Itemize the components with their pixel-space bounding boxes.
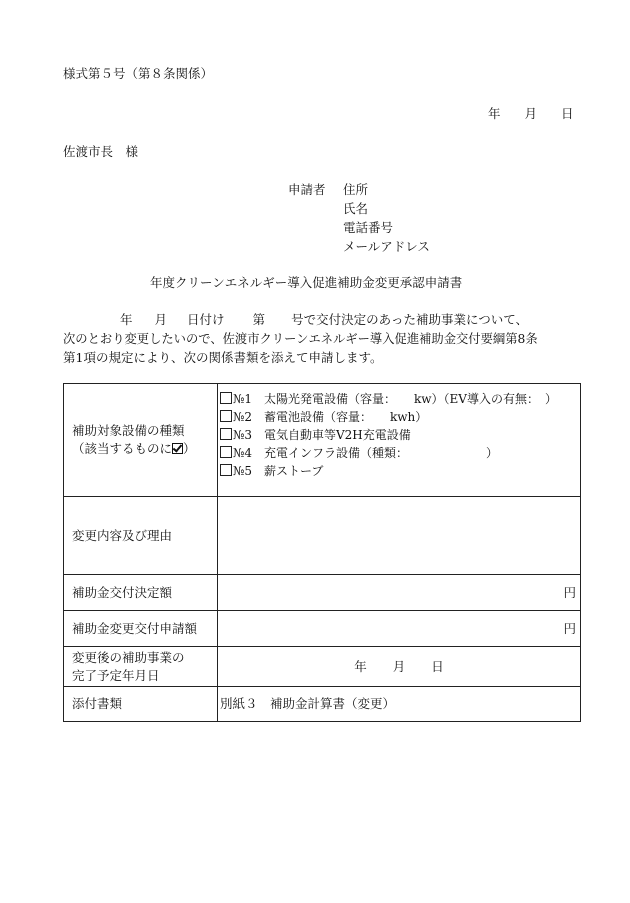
form-number: 様式第５号（第８条関係）: [63, 66, 214, 81]
body-line-3: 第1項の規定により、次の関係書類を添えて申請します。: [63, 350, 383, 365]
completion-date[interactable]: [218, 647, 581, 687]
request-unit: 円: [563, 620, 576, 636]
completion-year: 年: [354, 658, 367, 674]
attachment-label: 添付書類: [64, 687, 218, 722]
equipment-label: 補助対象設備の種類: [72, 423, 185, 438]
option-2[interactable]: №2 蓄電池設備（容量： kwh）: [220, 408, 576, 426]
date-day: 日: [561, 106, 574, 121]
body-line-2: 次のとおり変更したいので、佐渡市クリーンエネルギー導入促進補助金交付要綱第8条: [63, 332, 538, 346]
completion-label-1: 変更後の補助事業の: [72, 649, 185, 665]
option-4[interactable]: №4 充電インフラ設備（種類： ）: [220, 444, 576, 462]
application-table: [63, 383, 581, 722]
change-label: 変更内容及び理由: [64, 497, 218, 575]
date-line: [488, 104, 574, 122]
request-amount[interactable]: [218, 611, 581, 647]
body-month: 月: [154, 312, 168, 327]
option-3[interactable]: №3 電気自動車等V2H充電設備: [220, 426, 576, 444]
checked-box-icon: [172, 443, 183, 454]
equipment-row: [64, 384, 581, 497]
applicant-name: 氏名: [343, 201, 369, 216]
applicant-address: 住所: [343, 182, 369, 197]
date-year: 年: [488, 106, 501, 121]
completion-day: 日: [431, 658, 444, 674]
applicant-label: 申請者: [288, 182, 326, 197]
decided-unit: 円: [563, 584, 576, 600]
addressee: 佐渡市長 様: [63, 144, 139, 159]
option-1[interactable]: №1 太陽光発電設備（容量： kw）（EV導入の有無： ）: [220, 390, 576, 408]
change-row: [64, 497, 581, 575]
body-no: 第: [252, 312, 266, 327]
attachment-row: [64, 687, 581, 722]
completion-label-cell: [64, 647, 218, 687]
checkbox-icon[interactable]: [220, 392, 232, 404]
completion-label-2: 完了予定年月日: [72, 667, 160, 683]
completion-month: 月: [392, 658, 406, 674]
date-month: 月: [524, 106, 538, 121]
body-day: 日付け: [187, 312, 225, 327]
document-title: 年度クリーンエネルギー導入促進補助金変更承認申請書: [150, 275, 463, 290]
body-rest: 号で交付決定のあった補助事業について、: [291, 312, 528, 327]
applicant-email: メールアドレス: [343, 239, 430, 254]
attachment-value: 別紙３ 補助金計算書（変更）: [218, 687, 581, 722]
completion-row: [64, 647, 581, 687]
checkbox-icon[interactable]: [220, 410, 232, 422]
decided-label: 補助金交付決定額: [64, 575, 218, 611]
checkbox-icon[interactable]: [220, 428, 232, 440]
checkbox-icon[interactable]: [220, 446, 232, 458]
option-5[interactable]: №5 薪ストーブ: [220, 462, 576, 480]
decided-amount[interactable]: [218, 575, 581, 611]
body-year: 年: [120, 312, 133, 327]
equipment-label-cell: [64, 384, 218, 497]
change-input[interactable]: [218, 497, 581, 575]
decided-row: [64, 575, 581, 611]
applicant-phone: 電話番号: [343, 220, 394, 235]
equipment-note: （該当するものに ）: [72, 441, 196, 456]
body-line-1: [120, 310, 528, 328]
checkbox-icon[interactable]: [220, 464, 232, 476]
equipment-options-cell: [218, 384, 581, 497]
request-row: [64, 611, 581, 647]
request-label: 補助金変更交付申請額: [64, 611, 218, 647]
